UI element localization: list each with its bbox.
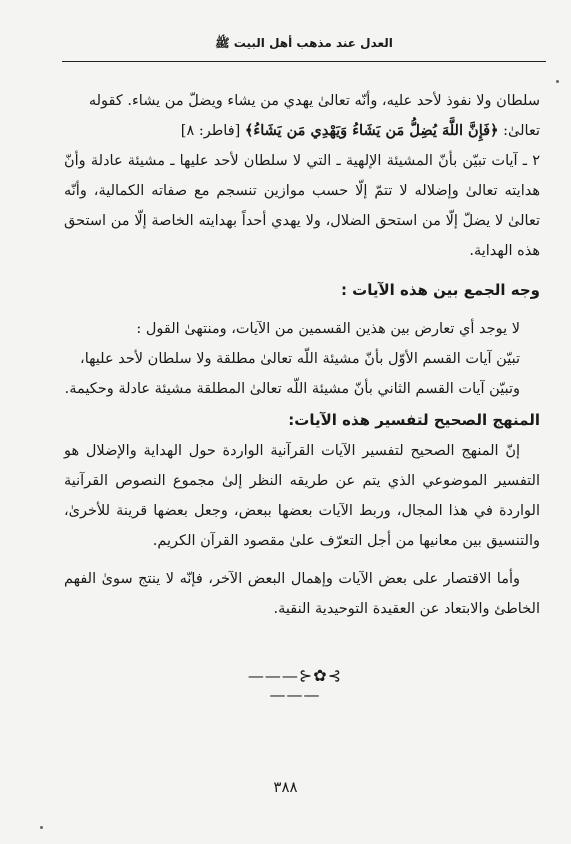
reconcile-first: تبيّن آيات القسم الأوّل بأنّ مشيئة اللّه تعالىٰ مطلقة ولا سلطان لأحد عليها، [80, 351, 520, 367]
method-paragraph-one: إنّ المنهج الصحيح لتفسير الآيات القرآنية الواردة حول الهداية والإضلال هو التفسير الموضوعي الذي يتم عن طريقه النظر إلىٰ مجموع النصوص القرآنية الواردة في هذا المجال، وربط الآيات بعضها ببعض، وجعل بعضها قرينة للأخرىٰ، والتنسيق بين معانيها من أجل التعرّف علىٰ مقصود القرآن الكريم. [64, 443, 540, 549]
heading-reconcile: وجه الجمع بين هذه الآيات : [340, 281, 540, 299]
intro-line: سلطان ولا نفوذ لأحد عليه، وأنّه تعالىٰ يهدي من يشاء ويضلّ من يشاء. كقوله [88, 93, 540, 109]
verse-prefix: تعالىٰ: [503, 123, 540, 139]
main-text [64, 86, 540, 624]
running-title: العدل عند مذهب أهل البيت ﷺ [215, 36, 393, 50]
point-two-paragraph: ٢ ـ آيات تبيّن بأنّ المشيئة الإلهية ـ التي لا سلطان لأحد عليها ـ مشيئة عادلة وأنّ هدايته تعالىٰ وإضلاله لا تتمّ إلّا حسب موازين تنسجم مع صفاته الكمالية، وأنّه تعالىٰ لا يضلّ إلّا من استحق الضلال، ولا يهدي أحداً بهدايته الخاصة إلّا من استحق هذه الهداية. [64, 153, 540, 259]
section-ornament: ———⊱✿⊰——— [247, 666, 343, 704]
scan-speck [556, 80, 559, 83]
verse-reference: [فاطر: ٨] [180, 123, 241, 139]
spacer [64, 266, 540, 274]
page-number: ٣٨٨ [273, 778, 298, 796]
heading-method: المنهج الصحيح لتفسير هذه الآيات: [288, 411, 540, 429]
quran-verse: ﴿فَإِنَّ اللَّهَ يُضِلُّ مَن يَشَاءُ وَيَهْدِي مَن يَشَاءُ﴾ [244, 122, 499, 139]
spacer [64, 556, 540, 564]
reconcile-second: وتبيّن آيات القسم الثاني بأنّ مشيئة اللّه تعالىٰ المطلقة مشيئة عادلة وحكيمة. [64, 381, 520, 397]
reconcile-intro: لا يوجد أي تعارض بين هذين القسمين من الآيات، ومنتهىٰ القول : [136, 321, 520, 337]
verse-line [64, 116, 540, 146]
method-paragraph-two: وأما الاقتصار على بعض الآيات وإهمال البعض الآخر، فإنّه لا ينتج سوىٰ الفهم الخاطئ والابتعاد عن العقيدة التوحيدية النقية. [64, 571, 540, 617]
scan-speck [40, 826, 43, 829]
spacer [64, 306, 540, 314]
header-rule [62, 61, 546, 62]
